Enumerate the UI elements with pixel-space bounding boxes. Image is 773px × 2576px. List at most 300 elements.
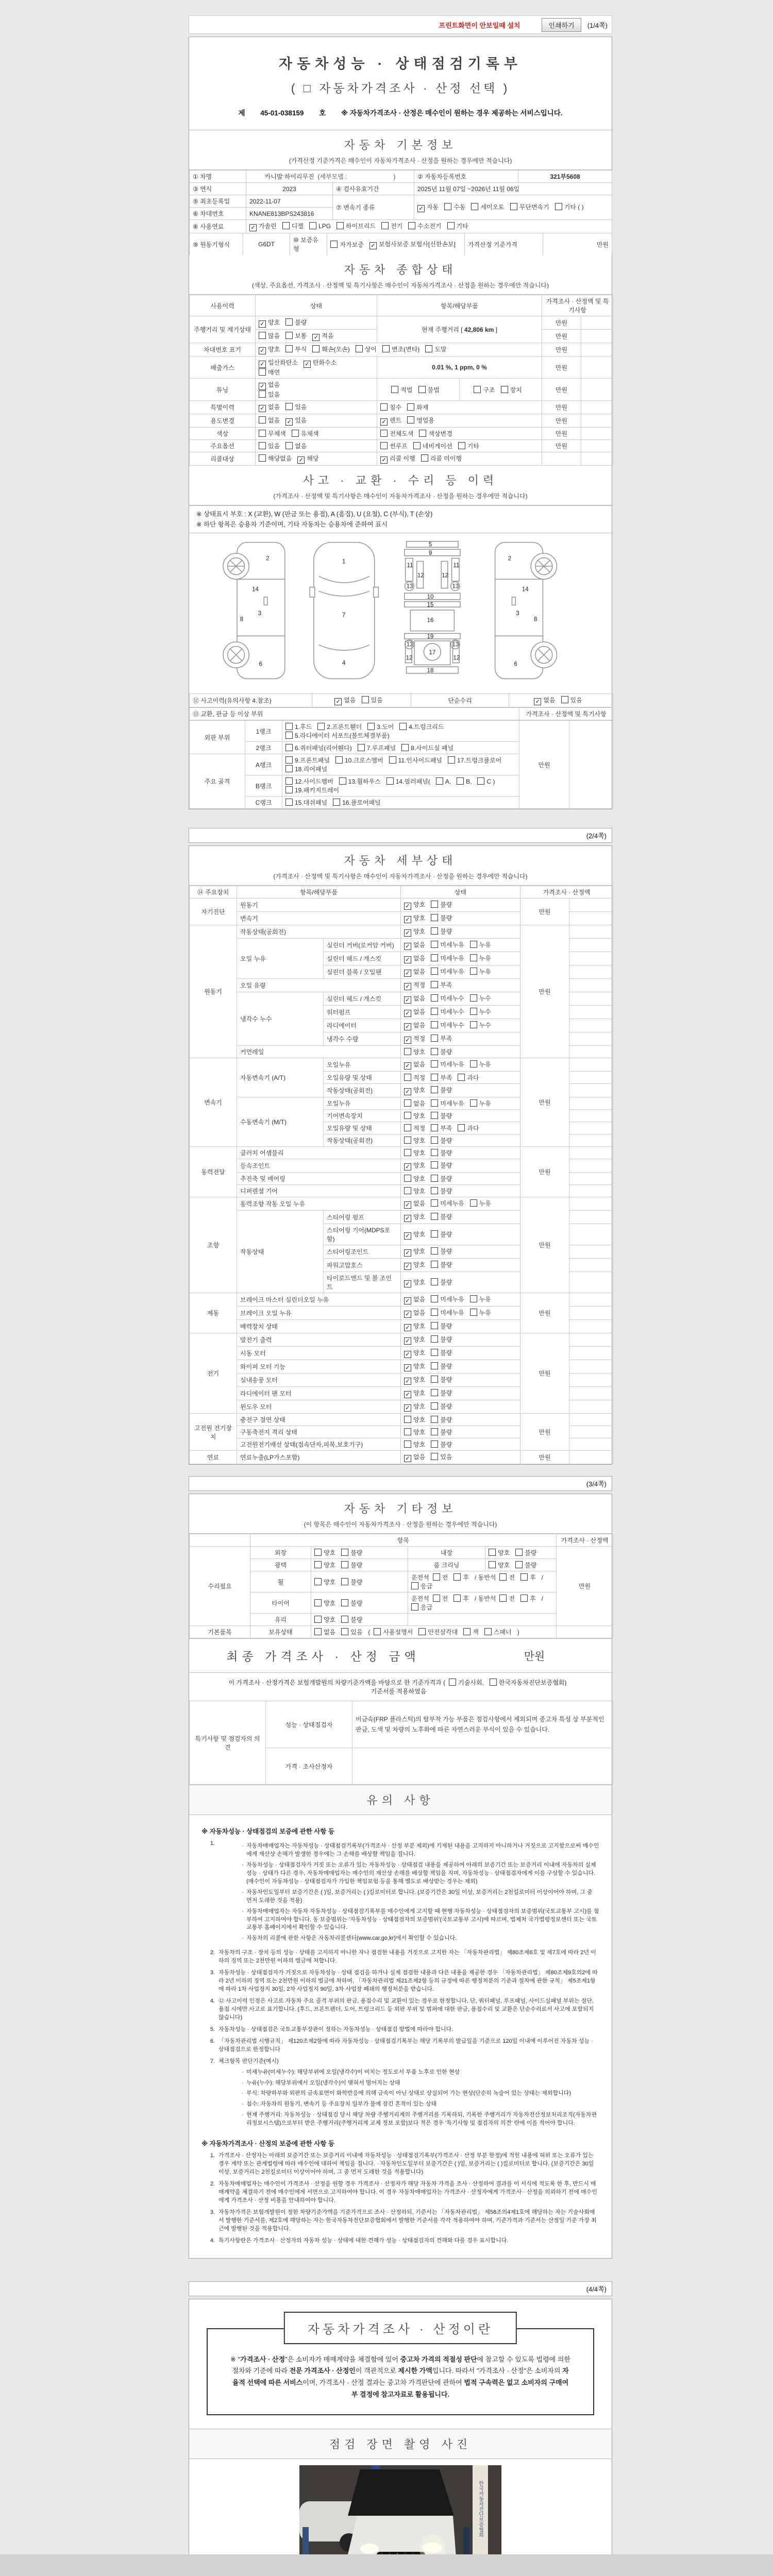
checkbox-option[interactable]: [386, 777, 430, 786]
checkbox-option[interactable]: [470, 994, 491, 1003]
checkbox-option[interactable]: [436, 777, 451, 785]
checkbox[interactable]: [431, 1402, 438, 1410]
checkbox-option[interactable]: [489, 1548, 510, 1557]
checkbox-option[interactable]: [404, 1295, 425, 1304]
checkbox[interactable]: ✓: [304, 361, 311, 368]
checkbox-option[interactable]: [404, 1348, 425, 1358]
checkbox-option[interactable]: [341, 1561, 362, 1569]
checkbox-option[interactable]: [489, 1561, 510, 1569]
checkbox-option[interactable]: [431, 1428, 452, 1436]
checkbox[interactable]: [341, 1549, 348, 1556]
checkbox-option[interactable]: [259, 358, 298, 368]
checkbox-option[interactable]: [470, 1295, 491, 1303]
checkbox-option[interactable]: [404, 1073, 425, 1082]
checkbox-option[interactable]: [470, 1099, 491, 1108]
checkbox-option[interactable]: [431, 1402, 452, 1411]
checkbox[interactable]: [401, 744, 409, 751]
checkbox[interactable]: [470, 1099, 477, 1107]
checkbox[interactable]: [431, 981, 438, 988]
checkbox[interactable]: [341, 1578, 348, 1585]
checkbox-option[interactable]: [381, 222, 402, 230]
checkbox-option[interactable]: [431, 1362, 452, 1370]
checkbox-option[interactable]: [285, 331, 307, 340]
checkbox-option[interactable]: [367, 722, 394, 731]
checkbox-option[interactable]: [457, 777, 472, 785]
checkbox[interactable]: [380, 442, 388, 449]
checkbox[interactable]: [431, 1278, 438, 1285]
checkbox-option[interactable]: [297, 454, 318, 464]
checkbox-option[interactable]: [404, 1007, 425, 1017]
checkbox-option[interactable]: [463, 1628, 479, 1636]
checkbox-option[interactable]: [404, 1099, 425, 1108]
checkbox[interactable]: [457, 777, 464, 785]
checkbox-option[interactable]: [515, 1561, 536, 1569]
checkbox[interactable]: ✓: [380, 456, 388, 464]
checkbox-option[interactable]: [484, 1628, 512, 1636]
checkbox-option[interactable]: [285, 798, 327, 807]
checkbox-option[interactable]: [314, 1628, 335, 1636]
checkbox[interactable]: [404, 1187, 411, 1194]
checkbox-option[interactable]: [477, 777, 495, 785]
checkbox[interactable]: [314, 1616, 322, 1623]
checkbox[interactable]: [470, 1199, 477, 1207]
checkbox-option[interactable]: [411, 1582, 432, 1590]
checkbox[interactable]: [411, 1582, 418, 1589]
checkbox[interactable]: [470, 1060, 477, 1067]
checkbox[interactable]: [341, 1616, 348, 1623]
checkbox[interactable]: ✓: [285, 418, 293, 426]
checkbox-option[interactable]: [431, 1375, 452, 1384]
checkbox-option[interactable]: [417, 202, 439, 212]
checkbox[interactable]: [484, 1628, 492, 1635]
checkbox[interactable]: ✓: [404, 1311, 411, 1318]
checkbox[interactable]: ✓: [404, 1088, 411, 1095]
checkbox-option[interactable]: [259, 318, 280, 328]
checkbox-option[interactable]: [520, 1573, 536, 1582]
checkbox[interactable]: [449, 1679, 456, 1686]
checkbox-option[interactable]: [259, 454, 292, 463]
checkbox-option[interactable]: [431, 940, 464, 949]
checkbox[interactable]: [358, 744, 365, 751]
checkbox-option[interactable]: [404, 1278, 425, 1287]
checkbox[interactable]: [356, 345, 363, 352]
checkbox[interactable]: ✓: [404, 916, 411, 923]
checkbox[interactable]: [431, 1086, 438, 1093]
checkbox-option[interactable]: [413, 442, 452, 450]
checkbox[interactable]: [330, 241, 338, 248]
checkbox-option[interactable]: [431, 980, 452, 989]
checkbox[interactable]: [285, 799, 293, 806]
checkbox[interactable]: [431, 1247, 438, 1255]
checkbox[interactable]: [431, 1060, 438, 1067]
checkbox[interactable]: [391, 386, 398, 393]
checkbox-option[interactable]: [341, 1615, 362, 1624]
checkbox-option[interactable]: [431, 1295, 464, 1303]
checkbox[interactable]: [470, 1295, 477, 1302]
checkbox[interactable]: [419, 430, 426, 437]
checkbox-option[interactable]: [259, 390, 280, 399]
checkbox-option[interactable]: [555, 202, 584, 211]
checkbox[interactable]: ✓: [404, 996, 411, 1004]
checkbox[interactable]: [431, 1230, 438, 1238]
checkbox[interactable]: [431, 1048, 438, 1055]
checkbox-option[interactable]: [431, 1308, 464, 1317]
checkbox[interactable]: ✓: [404, 929, 411, 937]
checkbox-option[interactable]: [431, 1034, 452, 1043]
checkbox-option[interactable]: [249, 222, 277, 231]
checkbox[interactable]: [285, 318, 293, 326]
checkbox-option[interactable]: [337, 222, 376, 230]
checkbox-option[interactable]: [404, 1047, 425, 1056]
checkbox-option[interactable]: [335, 756, 383, 765]
checkbox[interactable]: [259, 454, 266, 462]
checkbox-option[interactable]: [453, 1594, 469, 1603]
checkbox[interactable]: ✓: [404, 983, 411, 990]
checkbox-option[interactable]: [380, 442, 408, 450]
checkbox[interactable]: [470, 1008, 477, 1015]
checkbox[interactable]: [341, 1628, 348, 1635]
checkbox[interactable]: [444, 203, 451, 210]
checkbox[interactable]: [431, 1295, 438, 1302]
checkbox-option[interactable]: [285, 402, 307, 411]
checkbox[interactable]: [431, 941, 438, 948]
checkbox[interactable]: [431, 1199, 438, 1207]
checkbox[interactable]: [413, 442, 421, 449]
checkbox-option[interactable]: [431, 1212, 452, 1221]
checkbox-option[interactable]: [418, 385, 440, 394]
checkbox-option[interactable]: [431, 913, 452, 922]
checkbox-option[interactable]: [431, 1187, 452, 1195]
checkbox[interactable]: [431, 1021, 438, 1028]
checkbox-option[interactable]: [470, 954, 491, 962]
checkbox-option[interactable]: [431, 1388, 452, 1397]
checkbox[interactable]: [404, 1149, 411, 1156]
checkbox[interactable]: ✓: [404, 1263, 411, 1270]
checkbox-option[interactable]: [418, 1628, 458, 1636]
checkbox-option[interactable]: [285, 765, 327, 773]
checkbox[interactable]: [431, 1008, 438, 1015]
checkbox-option[interactable]: [431, 1111, 452, 1120]
checkbox[interactable]: ✓: [404, 903, 411, 910]
checkbox-option[interactable]: [431, 1021, 464, 1029]
checkbox[interactable]: [259, 442, 266, 449]
checkbox[interactable]: ✓: [404, 1337, 411, 1345]
checkbox-option[interactable]: [470, 1199, 491, 1208]
checkbox[interactable]: [515, 1549, 523, 1556]
checkbox[interactable]: [431, 1349, 438, 1356]
checkbox-option[interactable]: [391, 385, 412, 394]
checkbox[interactable]: ✓: [297, 456, 305, 464]
checkbox-option[interactable]: [404, 1212, 425, 1222]
checkbox-option[interactable]: [285, 777, 333, 786]
checkbox[interactable]: [404, 1428, 411, 1435]
checkbox-option[interactable]: [404, 967, 425, 977]
checkbox[interactable]: ✓: [312, 334, 320, 341]
checkbox-option[interactable]: [421, 454, 462, 463]
checkbox[interactable]: ✓: [404, 1378, 411, 1385]
checkbox[interactable]: [380, 403, 388, 411]
checkbox-option[interactable]: [356, 345, 377, 353]
checkbox-option[interactable]: [259, 402, 280, 412]
checkbox-option[interactable]: [404, 913, 425, 923]
checkbox-option[interactable]: [285, 756, 330, 765]
checkbox[interactable]: [431, 1161, 438, 1168]
checkbox[interactable]: [314, 1578, 322, 1585]
checkbox-option[interactable]: [411, 1603, 432, 1612]
checkbox-option[interactable]: [431, 1348, 452, 1357]
checkbox[interactable]: ✓: [404, 1215, 411, 1222]
checkbox-option[interactable]: [404, 1199, 425, 1209]
checkbox[interactable]: ✓: [404, 1404, 411, 1412]
checkbox-option[interactable]: [404, 954, 425, 963]
checkbox[interactable]: [431, 1149, 438, 1156]
checkbox[interactable]: [285, 756, 293, 764]
checkbox-option[interactable]: [389, 756, 442, 765]
checkbox-option[interactable]: [401, 743, 453, 752]
checkbox-option[interactable]: [404, 927, 425, 937]
checkbox[interactable]: [447, 222, 455, 229]
checkbox[interactable]: [285, 744, 293, 751]
checkbox-option[interactable]: [431, 1161, 452, 1170]
checkbox[interactable]: [404, 1416, 411, 1423]
checkbox[interactable]: [259, 368, 266, 376]
checkbox-option[interactable]: [312, 331, 333, 341]
checkbox-option[interactable]: [431, 1047, 452, 1056]
checkbox[interactable]: ✓: [259, 320, 266, 328]
checkbox-option[interactable]: [501, 385, 522, 394]
checkbox[interactable]: [362, 696, 369, 703]
checkbox-option[interactable]: [404, 980, 425, 990]
checkbox[interactable]: ✓: [404, 956, 411, 963]
checkbox[interactable]: ✓: [404, 1232, 411, 1240]
checkbox[interactable]: ✓: [404, 1455, 411, 1462]
checkbox-option[interactable]: [404, 1321, 425, 1331]
checkbox-option[interactable]: [470, 1007, 491, 1016]
checkbox[interactable]: [314, 1549, 322, 1556]
checkbox[interactable]: [407, 403, 414, 411]
checkbox-option[interactable]: [374, 1628, 413, 1636]
checkbox-option[interactable]: [369, 240, 456, 249]
checkbox[interactable]: [404, 1440, 411, 1448]
checkbox-option[interactable]: [285, 416, 307, 426]
checkbox-option[interactable]: [404, 1308, 425, 1318]
checkbox-option[interactable]: [404, 1111, 425, 1120]
checkbox[interactable]: ✓: [259, 361, 266, 368]
checkbox-option[interactable]: [259, 429, 286, 438]
checkbox[interactable]: [555, 203, 562, 210]
checkbox-option[interactable]: [408, 222, 441, 230]
checkbox[interactable]: [285, 403, 293, 410]
checkbox[interactable]: [431, 1213, 438, 1220]
checkbox[interactable]: [404, 1175, 411, 1182]
checkbox-option[interactable]: [431, 1124, 452, 1132]
checkbox[interactable]: [431, 954, 438, 961]
checkbox[interactable]: ✓: [259, 383, 266, 390]
checkbox-option[interactable]: [458, 1073, 479, 1082]
checkbox[interactable]: ✓: [417, 205, 425, 212]
checkbox[interactable]: [404, 1099, 411, 1107]
checkbox-option[interactable]: [404, 1440, 425, 1449]
checkbox[interactable]: ✓: [334, 698, 342, 705]
checkbox-option[interactable]: [431, 1199, 464, 1208]
checkbox-option[interactable]: [317, 722, 362, 731]
checkbox-option[interactable]: [404, 1402, 425, 1412]
checkbox-option[interactable]: [314, 1561, 335, 1569]
checkbox[interactable]: [285, 777, 293, 785]
checkbox[interactable]: ✓: [404, 970, 411, 977]
checkbox[interactable]: ✓: [259, 405, 266, 412]
checkbox-option[interactable]: [425, 345, 446, 353]
checkbox-option[interactable]: [259, 380, 280, 390]
checkbox-option[interactable]: [285, 743, 352, 752]
checkbox-option[interactable]: [431, 900, 452, 909]
checkbox[interactable]: [407, 416, 414, 423]
checkbox-option[interactable]: [404, 1335, 425, 1345]
checkbox-option[interactable]: [330, 240, 363, 249]
checkbox-option[interactable]: [285, 731, 390, 740]
checkbox[interactable]: [431, 1440, 438, 1448]
checkbox-option[interactable]: [407, 403, 428, 412]
print-button[interactable]: 인쇄하기: [542, 18, 581, 32]
checkbox[interactable]: [453, 1573, 461, 1581]
checkbox[interactable]: [470, 994, 477, 1002]
checkbox[interactable]: [474, 386, 481, 393]
checkbox-option[interactable]: [431, 1321, 452, 1330]
checkbox[interactable]: [499, 1573, 507, 1581]
checkbox-option[interactable]: [474, 385, 495, 394]
checkbox[interactable]: [285, 442, 293, 449]
checkbox-option[interactable]: [358, 743, 396, 752]
checkbox-option[interactable]: [458, 442, 479, 450]
checkbox[interactable]: [489, 1549, 496, 1556]
checkbox[interactable]: [259, 430, 266, 437]
checkbox[interactable]: [341, 1599, 348, 1606]
checkbox[interactable]: [399, 723, 407, 730]
checkbox-option[interactable]: [341, 1548, 362, 1557]
checkbox[interactable]: [470, 941, 477, 948]
checkbox[interactable]: [421, 454, 428, 462]
checkbox[interactable]: [259, 416, 266, 423]
checkbox[interactable]: [431, 1428, 438, 1435]
checkbox-option[interactable]: [362, 696, 383, 704]
checkbox[interactable]: [292, 430, 299, 437]
checkbox[interactable]: [431, 1112, 438, 1119]
checkbox-option[interactable]: [404, 1187, 425, 1195]
checkbox[interactable]: [520, 1595, 528, 1602]
checkbox[interactable]: [404, 1048, 411, 1055]
checkbox[interactable]: [431, 1389, 438, 1396]
checkbox-option[interactable]: [458, 1124, 479, 1132]
checkbox[interactable]: [367, 723, 375, 730]
checkbox-option[interactable]: [285, 442, 307, 450]
checkbox-option[interactable]: [399, 722, 444, 731]
checkbox[interactable]: [431, 1187, 438, 1194]
checkbox[interactable]: [433, 1573, 440, 1581]
checkbox-option[interactable]: [309, 222, 331, 230]
checkbox[interactable]: [431, 1309, 438, 1316]
checkbox[interactable]: [404, 1112, 411, 1119]
checkbox[interactable]: [282, 222, 290, 229]
checkbox[interactable]: [431, 1362, 438, 1369]
checkbox[interactable]: [418, 386, 426, 393]
checkbox[interactable]: [477, 777, 484, 785]
checkbox[interactable]: [470, 1021, 477, 1028]
checkbox[interactable]: [431, 1376, 438, 1383]
checkbox[interactable]: [431, 1099, 438, 1107]
checkbox[interactable]: [285, 345, 293, 352]
checkbox-option[interactable]: [470, 940, 491, 949]
checkbox-option[interactable]: [312, 345, 349, 353]
checkbox[interactable]: [501, 386, 508, 393]
checkbox-option[interactable]: [404, 1124, 425, 1132]
checkbox[interactable]: [431, 1137, 438, 1144]
checkbox-option[interactable]: [407, 416, 434, 425]
checkbox-option[interactable]: [285, 722, 312, 731]
checkbox-option[interactable]: [431, 1440, 452, 1449]
checkbox-option[interactable]: [431, 1099, 464, 1108]
checkbox[interactable]: ✓: [249, 224, 257, 231]
checkbox[interactable]: [285, 732, 293, 739]
checkbox-option[interactable]: [404, 1452, 425, 1462]
checkbox[interactable]: [431, 1453, 438, 1460]
checkbox[interactable]: ✓: [404, 1062, 411, 1070]
checkbox[interactable]: [489, 1561, 496, 1568]
checkbox[interactable]: [463, 1628, 470, 1635]
checkbox-option[interactable]: [404, 1174, 425, 1183]
checkbox[interactable]: [431, 1261, 438, 1268]
checkbox-option[interactable]: [341, 1599, 362, 1607]
checkbox[interactable]: ✓: [404, 1037, 411, 1044]
checkbox-option[interactable]: [404, 1136, 425, 1145]
checkbox[interactable]: [285, 765, 293, 772]
checkbox[interactable]: [404, 1137, 411, 1144]
checkbox-option[interactable]: [431, 1247, 452, 1256]
checkbox-option[interactable]: [404, 1230, 425, 1240]
checkbox-option[interactable]: [431, 994, 464, 1003]
checkbox-option[interactable]: [404, 1388, 425, 1398]
checkbox[interactable]: ✓: [534, 698, 541, 705]
checkbox-option[interactable]: [285, 786, 339, 794]
checkbox-option[interactable]: [470, 1308, 491, 1317]
checkbox[interactable]: ✓: [404, 1280, 411, 1287]
checkbox-option[interactable]: [470, 1021, 491, 1029]
checkbox[interactable]: [386, 777, 394, 785]
checkbox-option[interactable]: [404, 1021, 425, 1030]
checkbox[interactable]: [458, 1074, 465, 1081]
checkbox[interactable]: [335, 756, 343, 764]
checkbox-option[interactable]: [419, 429, 452, 438]
checkbox-option[interactable]: [314, 1599, 335, 1607]
checkbox-option[interactable]: [431, 1073, 452, 1082]
checkbox-option[interactable]: [259, 345, 280, 354]
checkbox[interactable]: ✓: [404, 1163, 411, 1171]
checkbox[interactable]: [312, 345, 320, 352]
checkbox[interactable]: [431, 1074, 438, 1081]
checkbox[interactable]: ✓: [404, 1010, 411, 1017]
checkbox-option[interactable]: [382, 345, 419, 353]
checkbox-option[interactable]: [404, 1362, 425, 1371]
checkbox-option[interactable]: [404, 1415, 425, 1424]
checkbox-option[interactable]: [259, 416, 280, 425]
checkbox-option[interactable]: [534, 696, 555, 705]
checkbox-option[interactable]: [453, 1573, 469, 1582]
checkbox-option[interactable]: [448, 756, 501, 765]
checkbox-option[interactable]: [314, 1578, 335, 1586]
checkbox-option[interactable]: [285, 318, 307, 327]
checkbox[interactable]: [259, 391, 266, 398]
checkbox[interactable]: [458, 1124, 465, 1131]
checkbox[interactable]: ✓: [369, 242, 377, 249]
